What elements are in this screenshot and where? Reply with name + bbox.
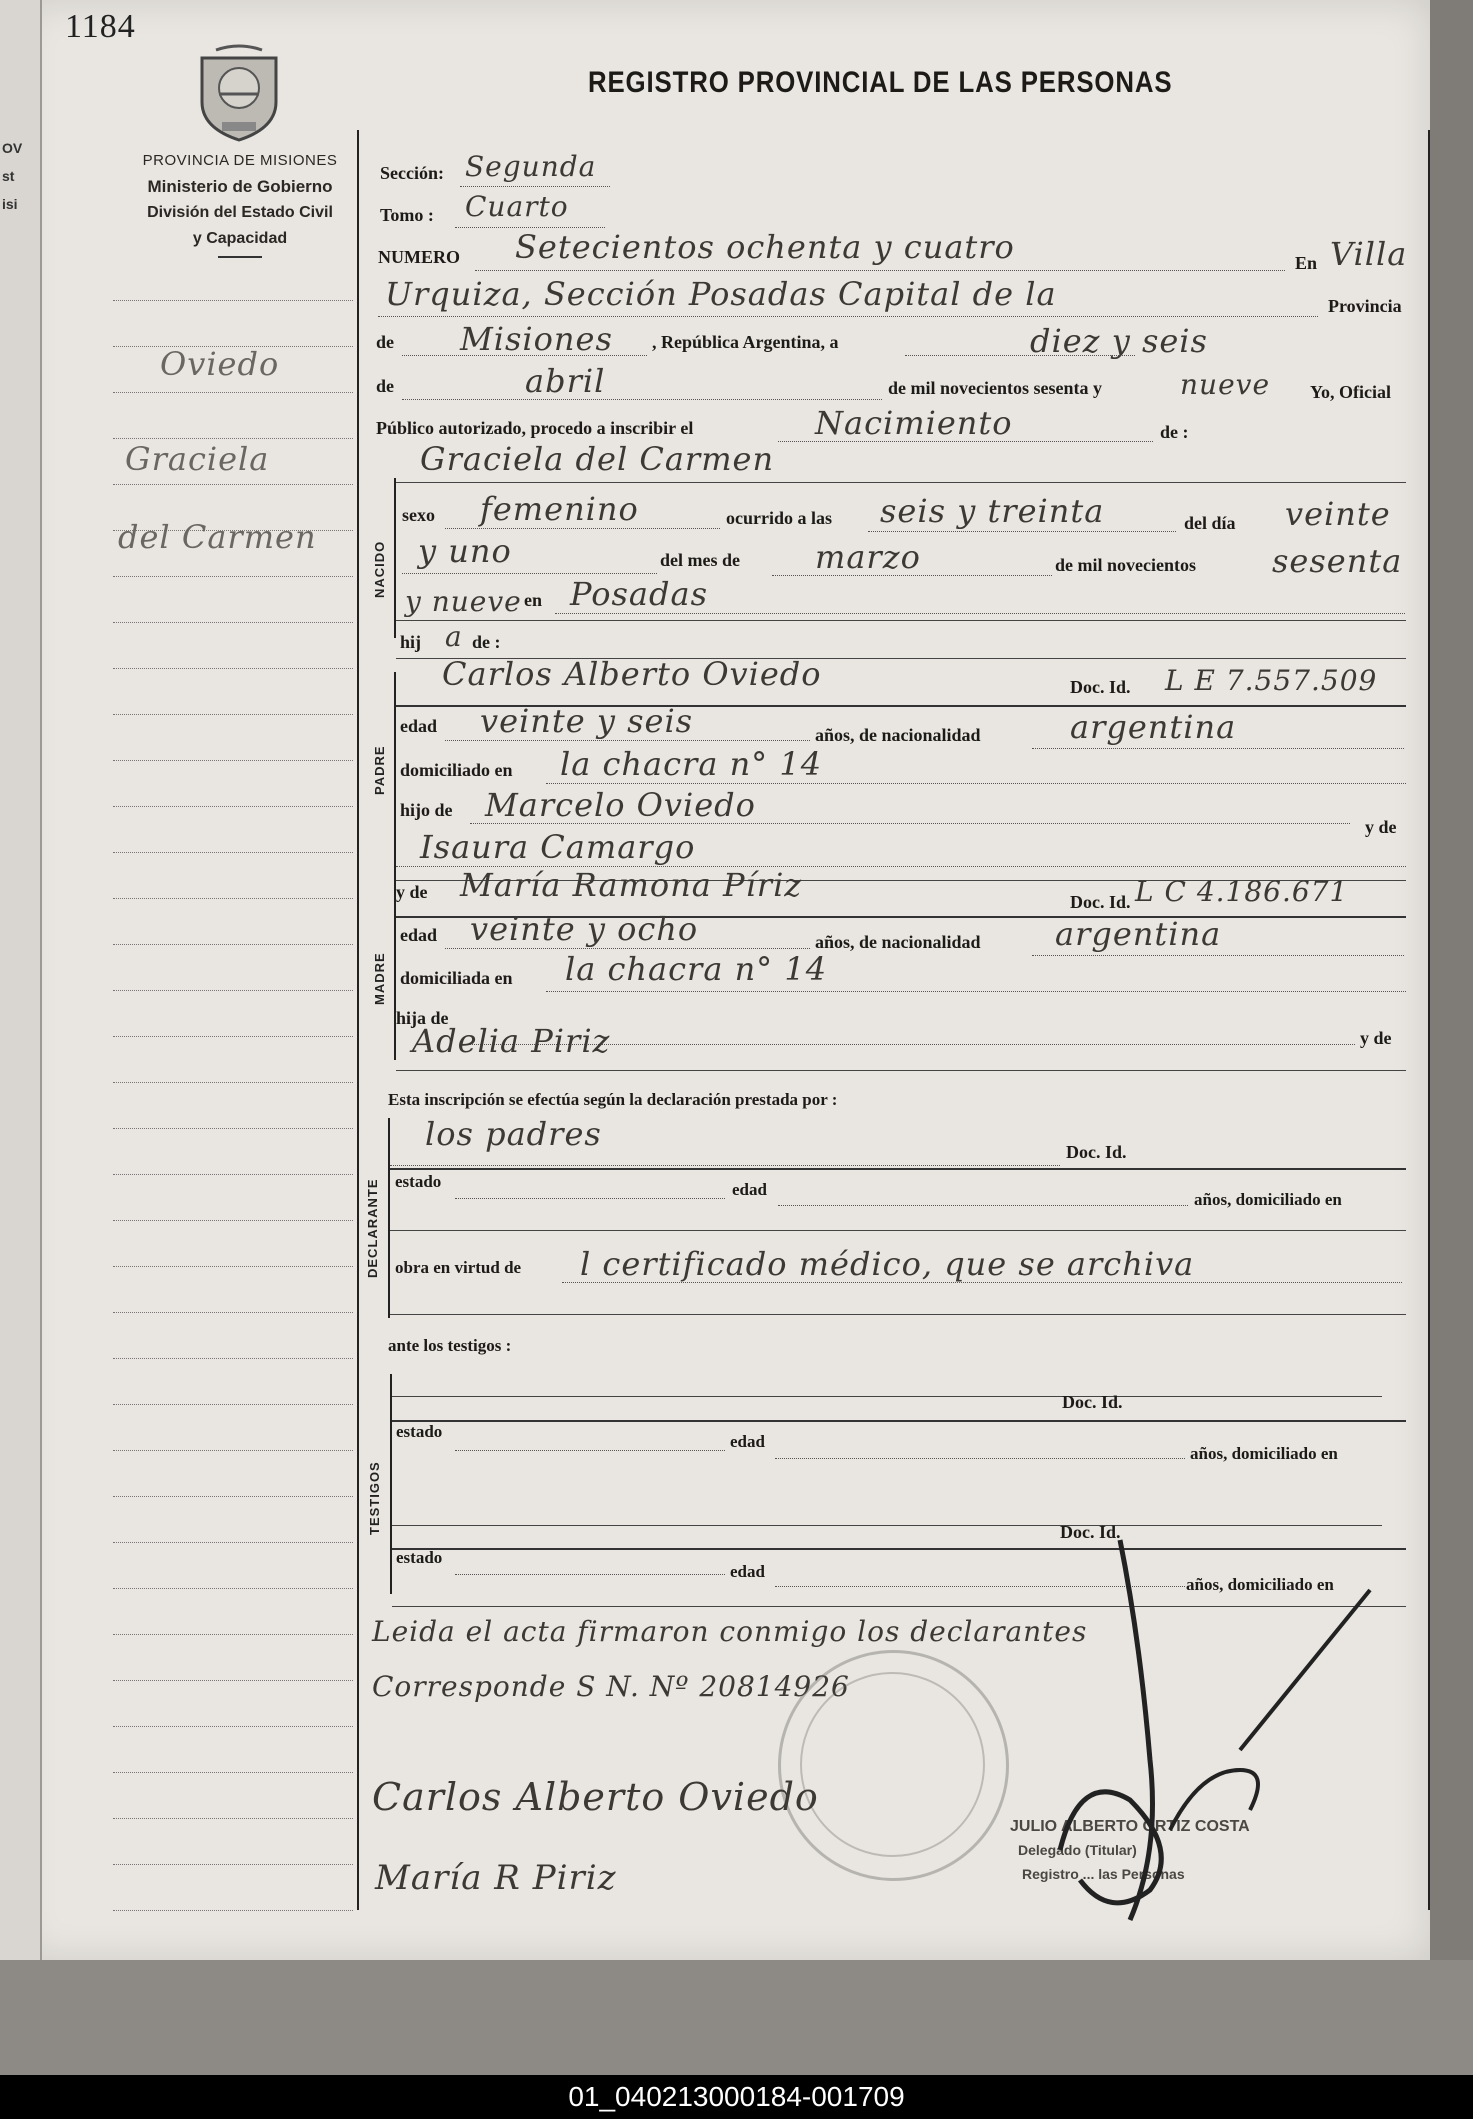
declarante-obra-label: obra en virtud de xyxy=(395,1258,522,1277)
testigos-side-label: TESTIGOS xyxy=(367,1461,382,1535)
image-identifier: 01_040213000184-001709 xyxy=(568,2081,905,2112)
nacido-line-nombre xyxy=(396,482,1406,483)
hij-de-label: de : xyxy=(472,632,501,652)
margin-ruled-line xyxy=(113,760,353,761)
padre-side-label: PADRE xyxy=(372,745,387,795)
padre-nombre: Carlos Alberto Oviedo xyxy=(442,655,822,693)
seccion-line xyxy=(460,186,610,187)
closing-line-1: Leida el acta firmaron conmigo los declarantes xyxy=(372,1615,1088,1648)
declarante-doc-label: Doc. Id. xyxy=(1066,1142,1127,1162)
madre-bottom xyxy=(396,1070,1406,1071)
margin-ruled-line xyxy=(113,1818,353,1819)
de-label-2: de xyxy=(376,376,394,396)
official-title: Delegado (Titular) xyxy=(1018,1842,1137,1858)
testigo1-line xyxy=(392,1396,1382,1397)
margin-ruled-line xyxy=(113,806,353,807)
page-title: REGISTRO PROVINCIAL DE LAS PERSONAS xyxy=(588,66,1173,99)
margin-ruled-line xyxy=(113,1312,353,1313)
anio-value-a: sesenta xyxy=(1272,542,1403,580)
padre-dom-line xyxy=(546,783,1406,784)
del-dia-label: del día xyxy=(1184,513,1236,533)
margin-ruled-line xyxy=(113,1450,353,1451)
declarante-estado-line xyxy=(455,1198,725,1199)
provincial-crest-icon xyxy=(196,44,282,142)
testigo2-estado-line xyxy=(455,1574,725,1575)
hij-value: a xyxy=(445,620,463,653)
madre-doc-label: Doc. Id. xyxy=(1070,892,1131,912)
nacido-bottom xyxy=(396,620,1406,621)
testigos-intro: ante los testigos : xyxy=(388,1336,512,1355)
margin-ruled-line xyxy=(113,852,353,853)
agency-ministry: Ministerio de Gobierno xyxy=(147,177,333,196)
testigo2-estado-label: estado xyxy=(396,1548,443,1567)
padre-dom-label: domiciliado en xyxy=(400,760,513,780)
declarante-nombre: los padres xyxy=(425,1115,602,1153)
margin-ruled-line xyxy=(113,622,353,623)
tomo-label: Tomo : xyxy=(380,205,434,225)
testigo2-anios-label: años, domiciliado en xyxy=(1186,1575,1334,1594)
hora-value: seis y treinta xyxy=(880,492,1105,530)
madre-edad-line xyxy=(445,948,810,949)
padre-doc-label: Doc. Id. xyxy=(1070,677,1131,697)
margin-ruled-line xyxy=(113,576,353,577)
margin-ruled-line xyxy=(113,1128,353,1129)
provincia-label: Provincia xyxy=(1328,296,1402,316)
declarante-side-label: DECLARANTE xyxy=(365,1178,380,1278)
padre-edad-label: edad xyxy=(400,716,438,736)
margin-ruled-line xyxy=(113,392,353,393)
margin-note-name2: del Carmen xyxy=(118,518,317,556)
en-label: En xyxy=(1295,253,1318,273)
padre-hijo-label: hijo de xyxy=(400,800,453,820)
dia-value: diez y seis xyxy=(1030,322,1208,360)
mes-line xyxy=(402,399,882,400)
madre-dom-value: la chacra n° 14 xyxy=(565,950,828,988)
padre-edad-line xyxy=(445,740,810,741)
margin-ruled-line xyxy=(113,1542,353,1543)
margin-ruled-line xyxy=(113,484,353,485)
padre-yde-label: y de xyxy=(1365,817,1397,837)
madre-bracket xyxy=(394,880,396,1060)
testigo1-edad-line xyxy=(775,1458,1185,1459)
padre-nac-value: argentina xyxy=(1070,708,1237,746)
dia-b-line xyxy=(402,573,657,574)
padre-doc-value: L E 7.557.509 xyxy=(1165,664,1378,697)
margin-note-name: Graciela xyxy=(125,440,270,478)
margin-ruled-line xyxy=(113,1772,353,1773)
acto-value: Nacimiento xyxy=(815,404,1013,442)
de-colon-label: de : xyxy=(1160,422,1189,442)
mes-value-n: marzo xyxy=(815,538,921,576)
agency-province: PROVINCIA DE MISIONES xyxy=(142,152,338,169)
madre-dom-label: domiciliada en xyxy=(400,968,513,988)
sexo-label: sexo xyxy=(402,505,435,525)
madre-madre-value: Adelia Piriz xyxy=(412,1022,611,1060)
margin-ruled-line xyxy=(113,300,353,301)
declarante-edad-line xyxy=(778,1205,1188,1206)
ocurrido-label: ocurrido a las xyxy=(726,508,832,528)
line2 xyxy=(378,316,1318,317)
official-signature-icon xyxy=(1040,1520,1380,1940)
declarante-obra-value: l certificado médico, que se archiva xyxy=(580,1245,1195,1283)
margin-ruled-line xyxy=(113,1496,353,1497)
mil-novecientos-label: de mil novecientos xyxy=(1055,555,1196,575)
margin-ruled-line xyxy=(113,990,353,991)
sexo-line xyxy=(445,528,720,529)
strip-text: st xyxy=(2,168,15,184)
nacido-side-label: NACIDO xyxy=(372,540,387,598)
margin-ruled-line xyxy=(113,1864,353,1865)
official-name: JULIO ALBERTO ORTIZ COSTA xyxy=(1010,1818,1250,1835)
hora-line xyxy=(868,531,1176,532)
margin-ruled-line xyxy=(113,1266,353,1267)
nacido-bracket xyxy=(394,478,396,638)
anio-value-b: y nueve xyxy=(405,585,522,618)
seccion-label: Sección: xyxy=(380,163,444,183)
mil-label: de mil novecientos sesenta y xyxy=(888,378,1102,398)
declarante-estado-label: estado xyxy=(395,1172,442,1191)
madre-yde-label: y de xyxy=(396,882,428,902)
form-right-border xyxy=(1428,130,1430,1910)
testigo1-doc-label: Doc. Id. xyxy=(1062,1392,1123,1412)
numero-value: Setecientos ochenta y cuatro xyxy=(515,228,1015,266)
declarante-intro: Esta inscripción se efectúa según la declaración prestada por : xyxy=(388,1090,838,1109)
declarante-anios-label: años, domiciliado en xyxy=(1194,1190,1342,1209)
testigos-bracket xyxy=(390,1374,392,1594)
numero-line xyxy=(475,270,1285,271)
padre-nac-line xyxy=(1032,748,1404,749)
padre-edad-value: veinte y seis xyxy=(480,702,694,740)
mes-value: abril xyxy=(525,362,606,400)
agency-capacity: y Capacidad xyxy=(192,230,288,247)
strip-text: isi xyxy=(2,196,18,212)
margin-ruled-line xyxy=(113,1634,353,1635)
left-binding-strip xyxy=(0,0,42,1960)
madre-nac-line xyxy=(1032,955,1404,956)
agency-division: División del Estado Civil xyxy=(147,204,333,221)
margin-ruled-line xyxy=(113,668,353,669)
testigo1-top xyxy=(392,1420,1406,1422)
strip-text: OV xyxy=(2,140,23,156)
padre-padre-value: Marcelo Oviedo xyxy=(485,786,756,824)
seccion-value: Segunda xyxy=(465,150,597,183)
margin-note-surname: Oviedo xyxy=(160,345,280,383)
dia-value-a: veinte xyxy=(1285,495,1391,533)
padre-nac-label: años, de nacionalidad xyxy=(815,725,981,745)
margin-ruled-line xyxy=(113,1726,353,1727)
margin-ruled-line xyxy=(113,438,353,439)
en-value: Villa xyxy=(1330,235,1408,273)
declarante-bottom xyxy=(390,1314,1406,1315)
numero-label: NUMERO xyxy=(378,247,460,267)
testigo1-estado-line xyxy=(455,1450,725,1451)
madre-edad-value: veinte y ocho xyxy=(470,910,699,948)
signature-mother: María R Piriz xyxy=(375,1858,617,1898)
margin-ruled-line xyxy=(113,1358,353,1359)
provincia-value: Misiones xyxy=(460,320,613,358)
margin-ruled-line xyxy=(113,1036,353,1037)
madre-yde2-label: y de xyxy=(1360,1028,1392,1048)
declarante-edad-label: edad xyxy=(732,1180,767,1199)
padre-bracket xyxy=(394,672,396,880)
agency-divider xyxy=(218,256,262,258)
sexo-value: femenino xyxy=(480,490,639,528)
padre-madre-value: Isaura Camargo xyxy=(420,828,696,866)
margin-ruled-line xyxy=(113,1680,353,1681)
yo-label: Yo, Oficial xyxy=(1310,382,1391,402)
declarante-top xyxy=(390,1168,1406,1170)
en-label-n: en xyxy=(524,590,542,610)
testigo1-estado-label: estado xyxy=(396,1422,443,1441)
declarante-mid xyxy=(390,1230,1406,1231)
publico-label: Público autorizado, procedo a inscribir el xyxy=(376,418,694,438)
margin-ruled-line xyxy=(113,1220,353,1221)
madre-side-label: MADRE xyxy=(372,952,387,1005)
madre-nac-value: argentina xyxy=(1055,915,1222,953)
margin-ruled-line xyxy=(113,1082,353,1083)
madre-dom-line xyxy=(546,991,1406,992)
testigo1-edad-label: edad xyxy=(730,1432,765,1451)
de-label: de xyxy=(376,332,394,352)
testigo2-edad-label: edad xyxy=(730,1562,765,1581)
agency-block xyxy=(110,148,370,258)
closing-line-2: Corresponde S N. Nº 20814926 xyxy=(372,1670,850,1703)
madre-hija-label: hija de xyxy=(396,1008,449,1028)
official-stamp-inner-icon xyxy=(800,1672,985,1857)
lugar-line xyxy=(555,613,1405,614)
tomo-value: Cuarto xyxy=(465,190,569,223)
margin-ruled-line xyxy=(113,1174,353,1175)
margin-ruled-line xyxy=(113,1588,353,1589)
declarante-nombre-line xyxy=(390,1165,1060,1166)
margin-ruled-line xyxy=(113,944,353,945)
folio-number: 1184 xyxy=(65,8,136,45)
signature-father: Carlos Alberto Oviedo xyxy=(372,1775,819,1819)
anio-value: nueve xyxy=(1180,368,1271,401)
localidad-value: Urquiza, Sección Posadas Capital de la xyxy=(385,275,1057,313)
republica-label: , República Argentina, a xyxy=(652,332,839,352)
margin-ruled-line xyxy=(113,714,353,715)
official-registry: Registro ... las Personas xyxy=(1022,1866,1185,1882)
testigo2-doc-label: Doc. Id. xyxy=(1060,1522,1121,1542)
footer-bar xyxy=(0,2075,1473,2119)
hij-label: hij xyxy=(400,632,422,652)
padre-dom-value: la chacra n° 14 xyxy=(560,745,823,783)
margin-ruled-line xyxy=(113,898,353,899)
lugar-value: Posadas xyxy=(570,575,708,613)
form-left-border xyxy=(357,130,359,1910)
madre-edad-label: edad xyxy=(400,925,438,945)
margin-ruled-line xyxy=(113,1404,353,1405)
declarante-bracket xyxy=(388,1118,390,1318)
madre-nombre: María Ramona Píriz xyxy=(460,866,803,904)
margin-ruled-line xyxy=(113,1910,353,1911)
testigo1-anios-label: años, domiciliado en xyxy=(1190,1444,1338,1463)
madre-doc-value: L C 4.186.671 xyxy=(1135,875,1349,908)
del-mes-label: del mes de xyxy=(660,550,740,570)
adjacent-page-edge xyxy=(1430,0,1473,1960)
nacido-nombre: Graciela del Carmen xyxy=(420,440,775,478)
madre-nac-label: años, de nacionalidad xyxy=(815,932,981,952)
dia-value-b: y uno xyxy=(418,532,512,570)
